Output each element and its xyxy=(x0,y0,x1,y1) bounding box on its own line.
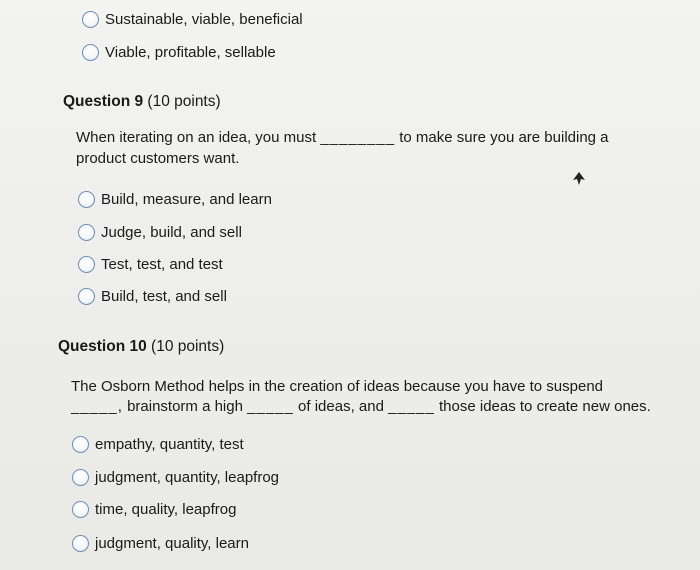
option-label: judgment, quantity, leapfrog xyxy=(95,469,280,486)
question-text: those ideas to create new ones. xyxy=(439,398,651,415)
question-text: of ideas, and xyxy=(298,398,384,415)
question-text: to make sure you are building a xyxy=(399,129,609,146)
question-9-text-line2: product customers want. xyxy=(76,150,240,167)
option-label: time, quality, leapfrog xyxy=(95,501,237,518)
option-label: empathy, quantity, test xyxy=(95,436,244,453)
question-points: (10 points) xyxy=(151,338,225,355)
option-label: Judge, build, and sell xyxy=(101,224,242,241)
option-label: Viable, profitable, sellable xyxy=(105,44,276,61)
q10-option-1[interactable] xyxy=(72,436,244,453)
option-label: Test, test, and test xyxy=(101,256,223,273)
question-number: Question 9 xyxy=(63,93,144,110)
fill-blank: ________ xyxy=(320,129,396,146)
option-label: Build, test, and sell xyxy=(101,288,227,305)
q9-option-1[interactable] xyxy=(78,191,272,208)
option-label: Sustainable, viable, beneficial xyxy=(105,11,303,28)
question-10-text-line1: The Osborn Method helps in the creation of ideas because you have to suspend xyxy=(71,378,604,395)
q10-option-4[interactable] xyxy=(72,535,249,552)
option-label: Build, measure, and learn xyxy=(101,191,272,208)
q9-option-2[interactable] xyxy=(78,224,242,241)
radio-button-icon[interactable] xyxy=(78,288,95,305)
radio-button-icon[interactable] xyxy=(72,535,89,552)
option-label: judgment, quality, learn xyxy=(95,535,249,552)
question-text: When iterating on an idea, you must xyxy=(76,129,317,146)
radio-button-icon[interactable] xyxy=(82,44,99,61)
mouse-pointer-icon xyxy=(573,172,585,186)
radio-button-icon[interactable] xyxy=(78,191,95,208)
q9-option-3[interactable] xyxy=(78,256,223,273)
question-10-text-line2 xyxy=(71,395,651,419)
fill-blank: _____ xyxy=(247,398,294,415)
question-points: (10 points) xyxy=(147,93,221,110)
radio-button-icon[interactable] xyxy=(78,224,95,241)
option-sustainable[interactable] xyxy=(82,11,303,28)
fill-blank: _____, xyxy=(71,398,123,415)
q10-option-3[interactable] xyxy=(72,501,236,518)
option-viable[interactable] xyxy=(82,44,276,61)
radio-button-icon[interactable] xyxy=(78,256,95,273)
radio-button-icon[interactable] xyxy=(82,11,99,28)
question-number: Question 10 xyxy=(58,338,147,355)
question-10-title xyxy=(58,338,224,356)
radio-button-icon[interactable] xyxy=(72,469,89,486)
q10-option-2[interactable] xyxy=(72,469,279,486)
fill-blank: _____ xyxy=(388,398,435,415)
question-9-title xyxy=(63,93,221,111)
radio-button-icon[interactable] xyxy=(72,501,89,518)
radio-button-icon[interactable] xyxy=(72,436,89,453)
question-text: brainstorm a high xyxy=(127,398,243,415)
q9-option-4[interactable] xyxy=(78,288,227,305)
